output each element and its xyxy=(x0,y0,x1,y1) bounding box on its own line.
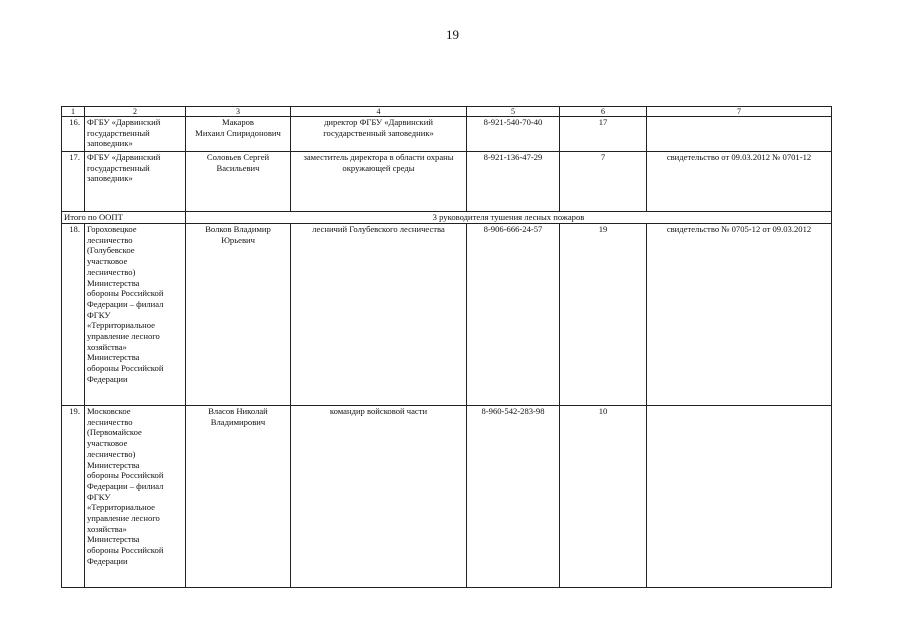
phone-cell: 8-921-136-47-29 xyxy=(467,152,560,212)
phone-cell: 8-960-542-283-98 xyxy=(467,406,560,588)
column-number-row xyxy=(62,107,832,117)
person-name-cell: Соловьев Сергей Васильевич xyxy=(186,152,291,212)
column-number: 3 xyxy=(186,107,291,117)
person-name-cell: Власов Николай Владимирович xyxy=(186,406,291,588)
experience-cell: 17 xyxy=(560,117,647,152)
organization-cell: ФГБУ «Дарвинский государственный заповедник» xyxy=(85,117,186,152)
position-cell: лесничий Голубевского лесничества xyxy=(291,224,467,406)
column-number: 4 xyxy=(291,107,467,117)
experience-cell: 19 xyxy=(560,224,647,406)
summary-text: 3 руководителя тушения лесных пожаров xyxy=(186,212,832,224)
certificate-cell: свидетельство от 09.03.2012 № 0701-12 xyxy=(647,152,832,212)
summary-row xyxy=(62,212,832,224)
fire-chiefs-table xyxy=(61,106,832,588)
experience-cell: 10 xyxy=(560,406,647,588)
row-number: 18. xyxy=(62,224,85,406)
organization-cell: ФГБУ «Дарвинский государственный заповедник» xyxy=(85,152,186,212)
column-number: 6 xyxy=(560,107,647,117)
organization-cell: Гороховецкое лесничество (Голубевское участковое лесничество) Министерства обороны Российской Федерации – филиал ФГКУ «Территориальное управление лесного хозяйства» Министерства обороны Российской Федерации xyxy=(85,224,186,406)
person-name-cell: Волков Владимир Юрьевич xyxy=(186,224,291,406)
column-number: 1 xyxy=(62,107,85,117)
experience-cell: 7 xyxy=(560,152,647,212)
column-number: 5 xyxy=(467,107,560,117)
certificate-cell xyxy=(647,117,832,152)
page-number: 19 xyxy=(446,27,459,42)
person-name-cell: Макаров Михаил Спиридонович xyxy=(186,117,291,152)
position-cell: командир войсковой части xyxy=(291,406,467,588)
row-number: 19. xyxy=(62,406,85,588)
row-number: 16. xyxy=(62,117,85,152)
position-cell: директор ФГБУ «Дарвинский государственный заповедник» xyxy=(291,117,467,152)
summary-label: Итого по ООПТ xyxy=(62,212,186,224)
phone-cell: 8-921-540-70-40 xyxy=(467,117,560,152)
certificate-cell: свидетельство № 0705-12 от 09.03.2012 xyxy=(647,224,832,406)
certificate-cell xyxy=(647,406,832,588)
phone-cell: 8-906-666-24-57 xyxy=(467,224,560,406)
table-row xyxy=(62,152,832,212)
column-number: 2 xyxy=(85,107,186,117)
table-row xyxy=(62,117,832,152)
column-number: 7 xyxy=(647,107,832,117)
row-number: 17. xyxy=(62,152,85,212)
table-row xyxy=(62,406,832,588)
position-cell: заместитель директора в области охраны окружающей среды xyxy=(291,152,467,212)
table-row xyxy=(62,224,832,406)
organization-cell: Московское лесничество (Первомайское участковое лесничество) Министерства обороны Российской Федерации – филиал ФГКУ «Территориальное управление лесного хозяйства» Министерства обороны Российской Федерации xyxy=(85,406,186,588)
